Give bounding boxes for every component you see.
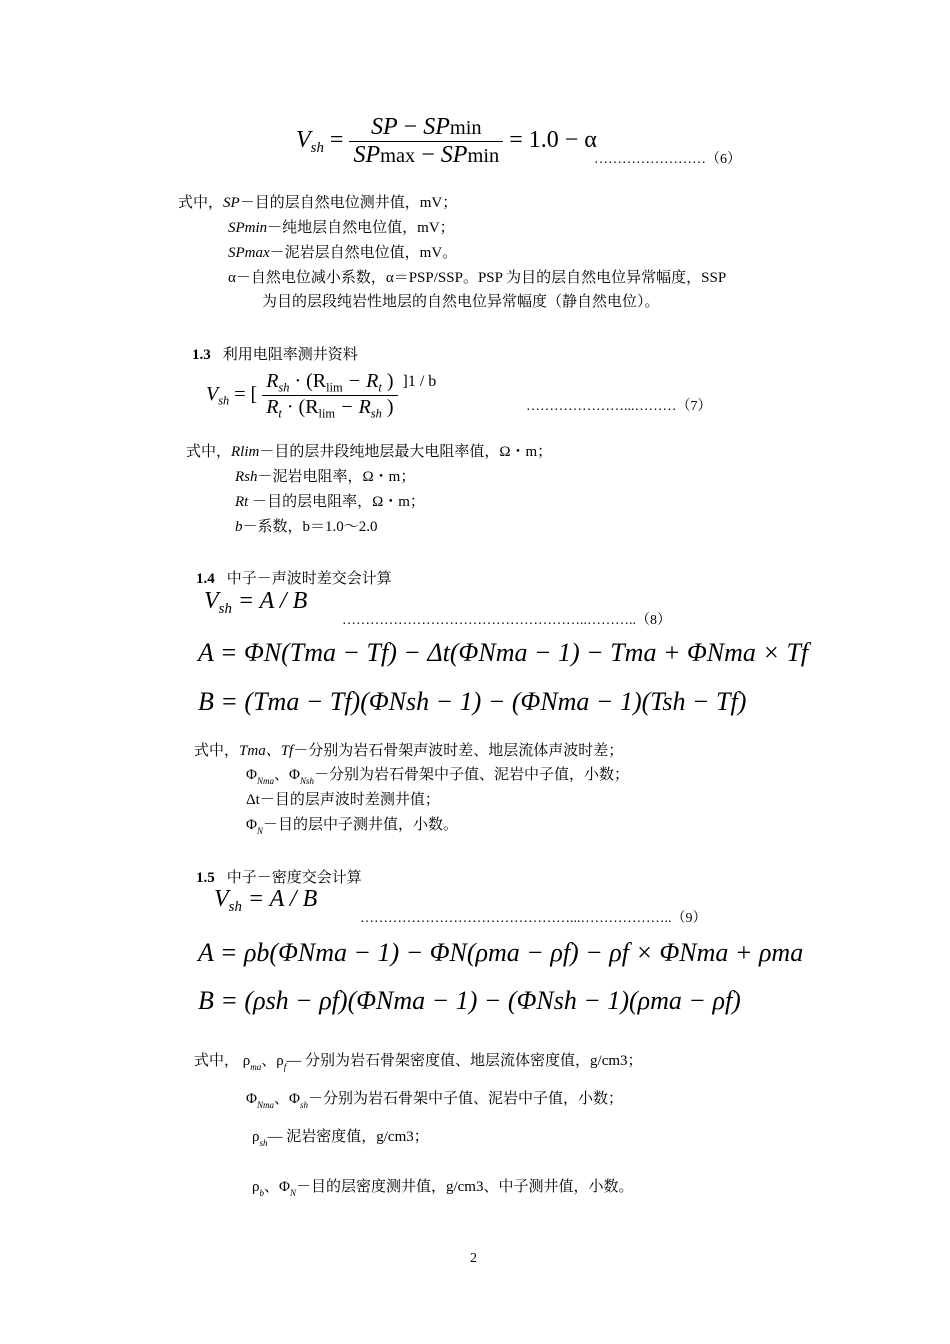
legend6-line1: 式中，SP－目的层自然电位测井值，mV； <box>178 195 458 211</box>
equation-9-a: A = ρb(ΦNma − 1) − ΦN(ρma − ρf) − ρf × ΦNma + ρma <box>198 938 804 967</box>
equation-8-a: A = ΦN(Tma − Tf) − Δt(ΦNma − 1) − Tma + ΦNma × Tf <box>198 638 809 667</box>
equation-9-main: $V_{sh} = A / B$ <box>214 886 318 916</box>
legend7-line3: Rt －目的层电阻率，Ω・m； <box>235 494 425 510</box>
legend8-line1: 式中，Tma、Tf－分别为岩石骨架声波时差、地层流体声波时差； <box>194 743 624 759</box>
equation-6: $V_{sh}$ = $\frac{SP - SPmin}{SPmax - SPmin}$ = 1.0 − α <box>296 114 597 168</box>
section-1-3-heading: 1.3 利用电阻率测井资料 <box>192 347 358 363</box>
section-1-5-heading: 1.5 中子－密度交会计算 <box>196 870 362 886</box>
legend9-line3: $\rho_{sh}—$ 泥岩密度值，g/cm3； <box>252 1129 429 1148</box>
legend7-line1: 式中，Rlim－目的层井段纯地层最大电阻率值，Ω・m； <box>186 444 553 460</box>
legend8-line3: Δt－目的层声波时差测井值； <box>246 792 440 808</box>
eq7-number: …………………...………（7） <box>526 399 712 414</box>
legend6-line5: 为目的层段纯岩性地层的自然电位异常幅度（静自然电位）。 <box>262 294 660 310</box>
legend8-line2: $\Phi_{Nma}$、$\Phi_{Nsh}-$分别为岩石骨架中子值、泥岩中子值，小数； <box>246 767 629 786</box>
eq6-number: ……………………（6） <box>594 152 741 167</box>
eq6-lhs: $V_{sh}$ <box>296 127 324 157</box>
eq8-number: ……………………………………………..………..（8） <box>342 613 671 628</box>
equation-8-b: B = (Tma − Tf)(ΦNsh − 1) − (ΦNma − 1)(Tsh − Tf) <box>198 687 747 716</box>
eq6-fraction: $\frac{SP - SPmin}{SPmax - SPmin}$ <box>349 114 503 169</box>
eq7-fraction: $\frac{R_{sh} \cdot (R_{lim} - R_t )}{R_t \cdot (R_{lim} - R_{sh} )}$ <box>262 370 397 422</box>
section-1-4-heading: 1.4 中子－声波时差交会计算 <box>196 571 392 587</box>
legend8-line4: $\Phi_N-$目的层中子测井值，小数。 <box>246 817 458 836</box>
legend6-line3: SPmax－泥岩层自然电位值，mV。 <box>228 245 458 261</box>
legend6-line2: SPmin－纯地层自然电位值，mV； <box>228 220 455 236</box>
legend9-line2: $\Phi_{Nma}$、$\Phi_{sh}-$分别为岩石骨架中子值、泥岩中子值，小数； <box>246 1091 623 1110</box>
equation-9-b: B = (ρsh − ρf)(ΦNma − 1) − (ΦNsh − 1)(ρma − ρf) <box>198 986 741 1015</box>
legend7-line4: b－系数，b＝1.0～2.0 <box>235 519 378 535</box>
equation-8-main: $V_{sh} = A / B$ <box>204 588 308 618</box>
legend9-line1: 式中， $\rho_{ma}$、$\rho_f—$ 分别为岩石骨架密度值、地层流体密度值，g/cm3； <box>194 1053 643 1072</box>
page-number: 2 <box>470 1251 477 1266</box>
legend9-line4: $\rho_b$、$\Phi_N-$目的层密度测井值，g/cm3、中子测井值，小数。 <box>252 1179 634 1198</box>
equation-7: $V_{sh}$ = [ $\frac{R_{sh} \cdot (R_{lim} - R_t )}{R_t \cdot (R_{lim} - R_{sh} )}$ $^{]1 / b}$ <box>206 370 437 421</box>
legend6-line4: α－自然电位减小系数，α＝PSP/SSP。PSP 为目的层自然电位异常幅度，SSP <box>228 270 727 286</box>
eq9-number: ………………………………………...………………..（9） <box>360 911 707 926</box>
legend7-line2: Rsh－泥岩电阻率，Ω・m； <box>235 469 416 485</box>
